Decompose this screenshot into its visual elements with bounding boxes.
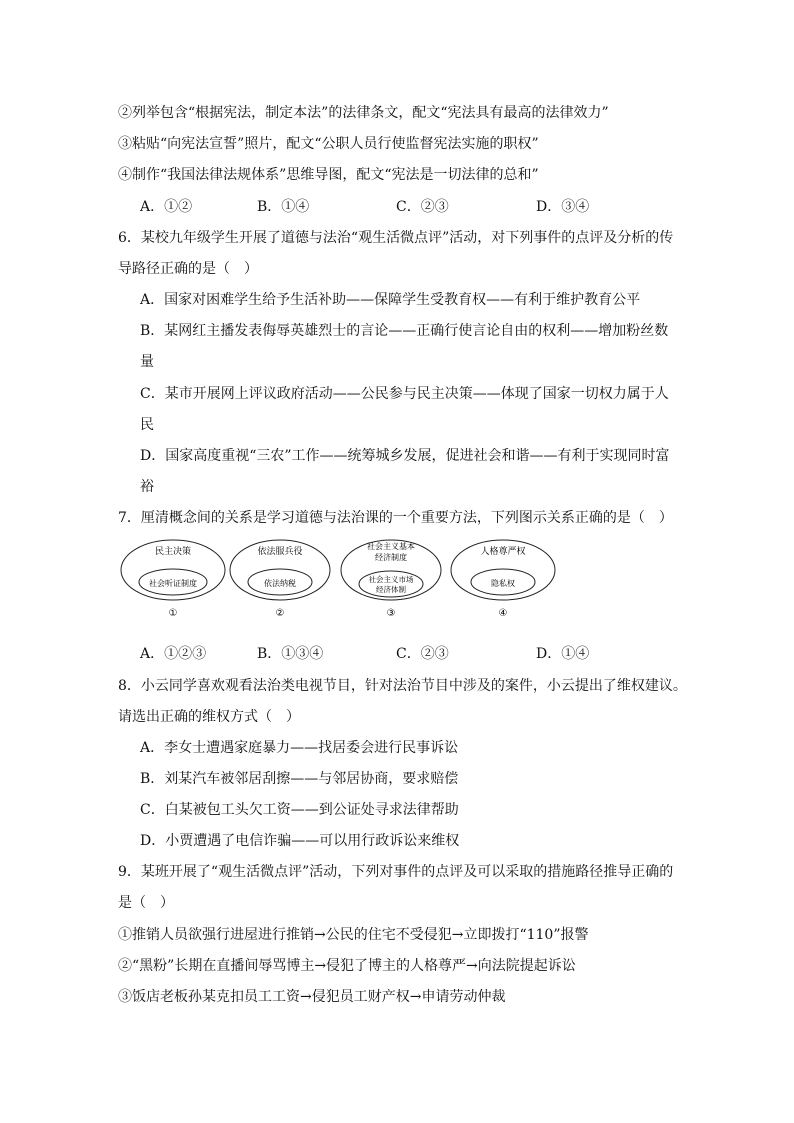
q7-diagram-1 (121, 540, 225, 619)
q7-option-c: C．②③ (396, 646, 449, 662)
q6-option-d: D．国家高度重视“三农”工作——统筹城乡发展，促进社会和谐——有利于实现同时富 (140, 448, 670, 464)
q5-item-2: ②列举包含“根据宪法，制定本法”的法律条文，配文“宪法具有最高的法律效力” (118, 105, 609, 121)
q6-stem-line2: 导路径正确的是（ ） (118, 261, 258, 277)
q6-option-b: B．某网红主播发表侮辱英雄烈士的言论——正确行使言论自由的权利——增加粉丝数 (140, 323, 669, 339)
q7-d2-inner: 依法纳税 (264, 579, 296, 588)
q7-d4-outer: 人格尊严权 (480, 547, 526, 557)
q7-d1-num: ① (168, 608, 178, 619)
q5-option-b: B．①④ (257, 199, 310, 215)
q7-diagram-2 (230, 540, 330, 619)
q8-option-d: D．小贾遭遇了电信诈骗——可以用行政诉讼来维权 (140, 833, 460, 849)
q7-option-a: A．①②③ (140, 646, 207, 662)
q8-stem-line2: 请选出正确的维权方式（ ） (118, 709, 300, 725)
q7-option-b: B．①③④ (257, 646, 324, 662)
q7-d3-outer-line2: 经济制度 (375, 553, 407, 562)
q6-option-a: A．国家对困难学生给予生活补助——保障学生受教育权——有利于维护教育公平 (140, 292, 641, 308)
q7-d4-num: ④ (498, 608, 508, 619)
q7-d3-inner-line1: 社会主义市场 (368, 575, 414, 584)
q7-d2-outer: 依法服兵役 (257, 547, 303, 557)
q7-d2-num: ② (275, 608, 285, 619)
q7-stem: 7．厘清概念间的关系是学习道德与法治课的一个重要方法，下列图示关系正确的是（ ） (118, 510, 673, 526)
q9-item-2: ②“黑粉”长期在直播间辱骂博主→侵犯了博主的人格尊严→向法院提起诉讼 (118, 958, 576, 974)
q7-d1-outer: 民主决策 (154, 547, 192, 557)
q5-item-3: ③粘贴“向宪法宣誓”照片，配文“公职人员行使监督宪法实施的职权” (118, 136, 539, 152)
q6-option-c: C．某市开展网上评议政府活动——公民参与民主决策——体现了国家一切权力属于人 (140, 386, 669, 402)
q6-option-b-cont: 量 (140, 354, 154, 370)
q6-option-d-cont: 裕 (140, 479, 154, 495)
q7-diagram-4 (451, 540, 555, 619)
q7-d1-inner: 社会听证制度 (149, 579, 197, 588)
q9-item-3: ③饭店老板孙某克扣员工工资→侵犯员工财产权→申请劳动仲裁 (118, 989, 506, 1005)
q6-stem-line1: 6．某校九年级学生开展了道德与法治“观生活微点评”活动，对下列事件的点评及分析的传 (118, 230, 674, 246)
q5-item-4: ④制作“我国法律法规体系”思维导图，配文“宪法是一切法律的总和” (118, 167, 539, 183)
q7-d3-outer-line1: 社会主义基本 (367, 542, 415, 551)
q9-stem-line1: 9．某班开展了“观生活微点评”活动，下列对事件的点评及可以采取的措施路径推导正确的 (118, 864, 674, 880)
q5-option-d: D．③④ (536, 199, 590, 215)
q7-d4-inner: 隐私权 (491, 579, 515, 588)
q8-stem-line1: 8．小云同学喜欢观看法治类电视节目，针对法治节目中涉及的案件，小云提出了维权建议。 (118, 678, 687, 694)
q6-option-c-cont: 民 (140, 417, 154, 433)
q5-option-a: A．①② (140, 199, 193, 215)
q8-option-c: C．白某被包工头欠工资——到公证处寻求法律帮助 (140, 802, 459, 818)
q5-option-c: C．②③ (396, 199, 449, 215)
q8-option-b: B．刘某汽车被邻居刮擦——与邻居协商，要求赔偿 (140, 771, 459, 787)
q8-option-a: A．李女士遭遇家庭暴力——找居委会进行民事诉讼 (140, 740, 459, 756)
q9-stem-line2: 是（ ） (118, 895, 174, 911)
q7-d3-inner-line2: 经济体制 (376, 585, 406, 594)
q7-diagrams (118, 538, 618, 620)
q7-diagram-3 (341, 540, 441, 619)
q7-d3-num: ③ (386, 608, 396, 619)
q9-item-1: ①推销人员欲强行进屋进行推销→公民的住宅不受侵犯→立即拨打“110”报警 (118, 927, 589, 943)
q7-option-d: D．①④ (536, 646, 590, 662)
